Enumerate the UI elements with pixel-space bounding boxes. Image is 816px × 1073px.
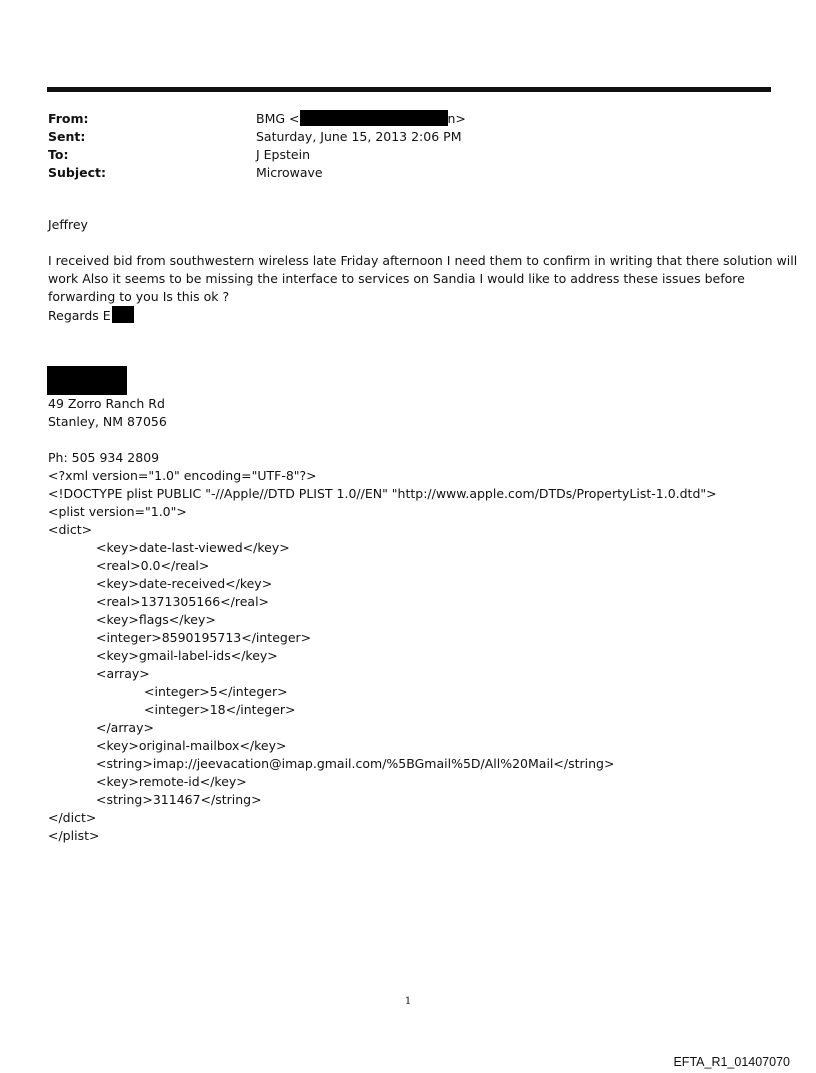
redaction-block bbox=[300, 110, 448, 126]
xml-line: <key>flags</key> bbox=[96, 612, 216, 627]
subject-label: Subject: bbox=[48, 165, 106, 180]
redaction-block bbox=[112, 306, 134, 323]
signature-redaction bbox=[47, 366, 127, 395]
xml-line: </dict> bbox=[48, 810, 97, 825]
xml-line: <array> bbox=[96, 666, 150, 681]
bates-number: EFTA_R1_01407070 bbox=[673, 1055, 790, 1069]
from-row bbox=[48, 110, 466, 128]
xml-line: <integer>18</integer> bbox=[144, 702, 296, 717]
xml-line: <integer>5</integer> bbox=[144, 684, 288, 699]
address-line-1: 49 Zorro Ranch Rd bbox=[48, 396, 165, 411]
xml-line: <integer>8590195713</integer> bbox=[96, 630, 312, 645]
regards-line bbox=[48, 306, 778, 324]
xml-line: <?xml version="1.0" encoding="UTF-8"?> bbox=[48, 468, 317, 483]
xml-line: <!DOCTYPE plist PUBLIC "-//Apple//DTD PLIST 1.0//EN" "http://www.apple.com/DTDs/PropertyList-1.0.dtd"> bbox=[48, 486, 717, 501]
header-rule bbox=[47, 87, 771, 92]
regards-text: Regards E bbox=[48, 308, 111, 323]
to-row bbox=[48, 146, 466, 164]
body-line: I received bid from southwestern wireless late Friday afternoon I need them to confirm in writing that there solution will bbox=[48, 253, 798, 268]
message-body bbox=[48, 252, 798, 324]
from-suffix: n> bbox=[447, 111, 466, 126]
xml-line: <real>1371305166</real> bbox=[96, 594, 270, 609]
address-line-2: Stanley, NM 87056 bbox=[48, 414, 167, 429]
xml-line: <plist version="1.0"> bbox=[48, 504, 187, 519]
page-number: 1 bbox=[404, 996, 412, 1007]
body-line: work Also it seems to be missing the interface to services on Sandia I would like to address these issues before bbox=[48, 271, 745, 286]
signature-phone: Ph: 505 934 2809 bbox=[48, 450, 160, 465]
subject-row bbox=[48, 164, 466, 182]
xml-line: <key>gmail-label-ids</key> bbox=[96, 648, 278, 663]
from-prefix: BMG < bbox=[256, 111, 300, 126]
email-header bbox=[48, 110, 466, 182]
xml-line: <real>0.0</real> bbox=[96, 558, 210, 573]
from-value bbox=[256, 110, 466, 128]
to-label: To: bbox=[48, 147, 69, 162]
sent-value: Saturday, June 15, 2013 2:06 PM bbox=[256, 129, 462, 144]
sent-label: Sent: bbox=[48, 129, 86, 144]
xml-line: <key>original-mailbox</key> bbox=[96, 738, 287, 753]
sent-row bbox=[48, 128, 466, 146]
xml-line: <string>imap://jeevacation@imap.gmail.com/%5BGmail%5D/All%20Mail</string> bbox=[96, 756, 615, 771]
xml-line: <string>311467</string> bbox=[96, 792, 262, 807]
xml-line: <dict> bbox=[48, 522, 93, 537]
xml-line: <key>date-received</key> bbox=[96, 576, 273, 591]
signature-address bbox=[48, 395, 778, 431]
xml-line: </array> bbox=[96, 720, 154, 735]
greeting: Jeffrey bbox=[48, 217, 88, 232]
plist-metadata bbox=[48, 467, 778, 845]
body-line: forwarding to you Is this ok ? bbox=[48, 289, 230, 304]
from-label: From: bbox=[48, 111, 89, 126]
xml-line: </plist> bbox=[48, 828, 100, 843]
subject-value: Microwave bbox=[256, 165, 323, 180]
xml-line: <key>date-last-viewed</key> bbox=[96, 540, 290, 555]
xml-line: <key>remote-id</key> bbox=[96, 774, 247, 789]
to-value: J Epstein bbox=[256, 147, 310, 162]
